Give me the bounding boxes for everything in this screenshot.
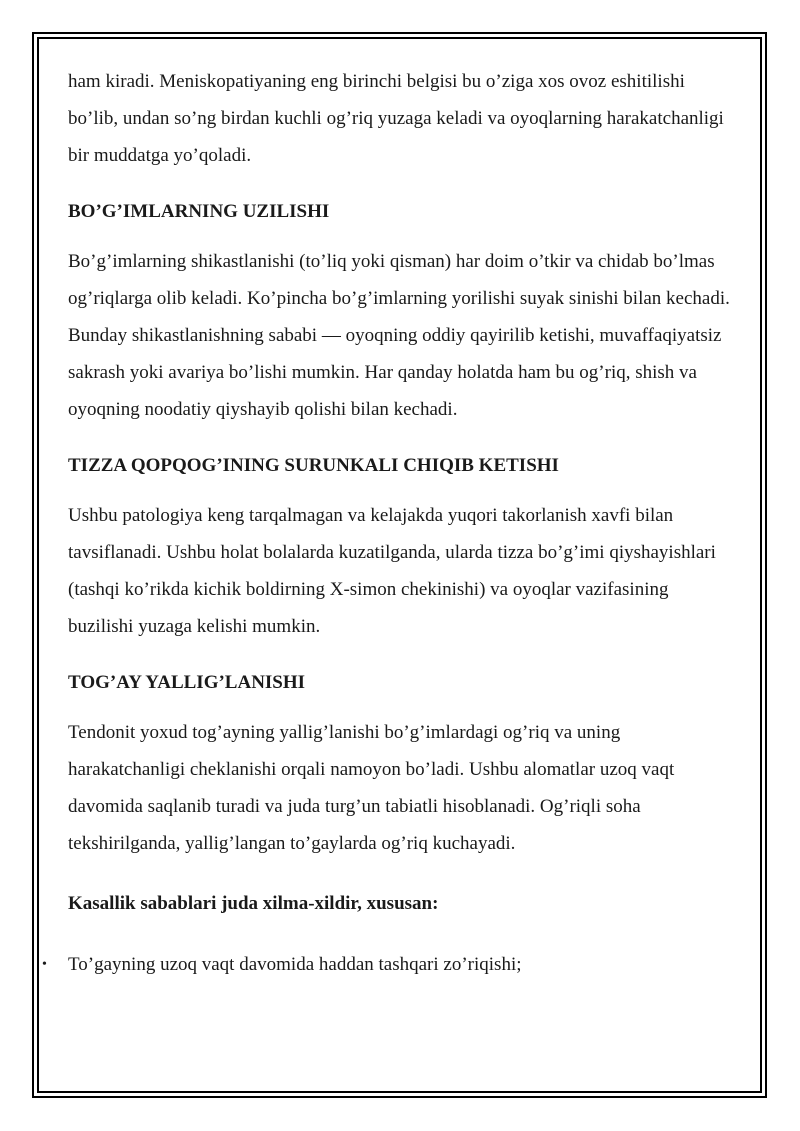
intro-paragraph: ham kiradi. Meniskopatiyaning eng birinchi belgisi bu o’ziga xos ovoz eshitilishi bo’lib, undan so’ng birdan kuchli og’riq yuzaga keladi va oyoqlarning harakatchanligi bir muddatga yo’qoladi. (68, 71, 724, 166)
sprain-paragraph: Bo’g’imlarning shikastlanishi (to’liq yoki qisman) har doim o’tkir va chidab bo’lmas og’riqlarga olib keladi. Ko’pincha bo’g’imlarning yorilishi suyak sinishi bilan kechadi. Bunday shikastlanishning sababi — oyoqning oddiy qayirilib ketishi, muvaffaqiyatsiz sakrash yoki avariya bo’lishi mumkin. Har qanday holatda ham bu og’riq, shish va oyoqning noodatiy qiyshayib qolishi bilan kechadi. (68, 251, 730, 420)
document-body (42, 63, 734, 983)
causes-lead: Kasallik sabablari juda xilma-xildir, xususan: (68, 893, 439, 914)
list-item-text: To’gayning uzoq vaqt davomida haddan tashqari zo’riqishi; (68, 954, 522, 975)
list-item (42, 946, 734, 983)
heading-kneecap: TIZZA QOPQOG’INING SURUNKALI CHIQIB KETISHI (68, 455, 559, 476)
bullet-icon: • (42, 957, 47, 972)
heading-tendonitis: TOG’AY YALLIG’LANISHI (68, 672, 306, 693)
tendonitis-paragraph: Tendonit yoxud tog’ayning yallig’lanishi bo’g’imlardagi og’riq va uning harakatchanligi cheklanishi orqali namoyon bo’ladi. Ushbu alomatlar uzoq vaqt davomida saqlanib turadi va juda turg’un tabiatli hisoblanadi. Og’riqli soha tekshirilganda, yallig’langan to’gaylarda og’riq kuchayadi. (68, 722, 675, 854)
kneecap-paragraph: Ushbu patologiya keng tarqalmagan va kelajakda yuqori takorlanish xavfi bilan tavsiflanadi. Ushbu holat bolalarda kuzatilganda, ularda tizza bo’g’imi qiyshayishlari (tashqi ko’rikda kichik boldirning X-simon chekinishi) va oyoqlar vazifasining buzilishi yuzaga kelishi mumkin. (68, 505, 716, 637)
heading-sprain: BO’G’IMLARNING UZILISHI (68, 201, 330, 222)
